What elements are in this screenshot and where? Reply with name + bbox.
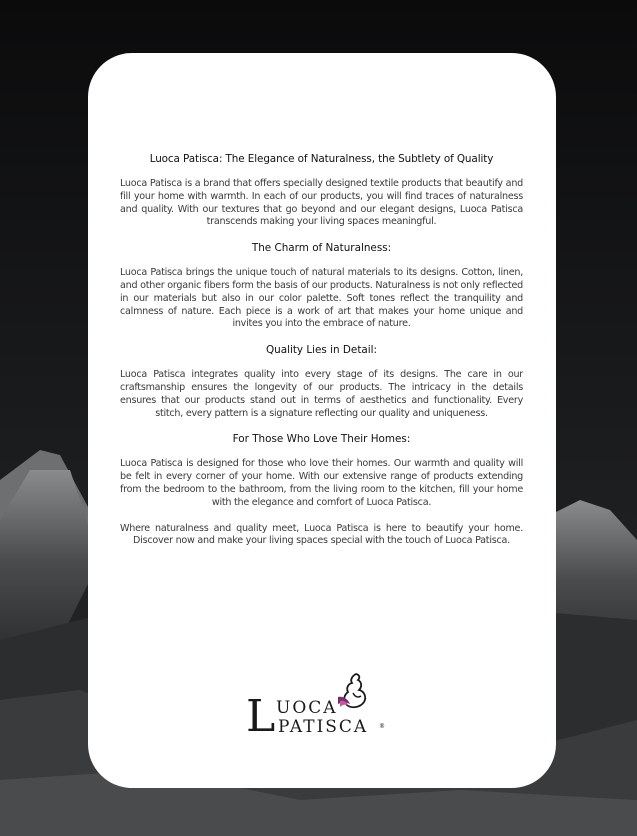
section-body: Luoca Patisca integrates quality into every stage of its designs. The care in our craftsmanship ensures the longevity of our products. The intricacy in the details ensures that our products stand out in terms of aesthetics and functionality. Every stitch, every pattern is a signature reflecting our quality and uniqueness. (120, 369, 523, 419)
logo-word-uoca: UOCA (276, 698, 338, 718)
section-heading: For Those Who Love Their Homes: (232, 433, 411, 446)
logo-word-patisca: PATISCA (278, 717, 369, 737)
section-body: Luoca Patisca is designed for those who love their homes. Our warmth and quality will be felt in every corner of your home. With our extensive range of products extending from the bedroom to the bathroom, from the living room to the kitchen, fill your home with the elegance and comfort of Luoca Patisca. (120, 458, 523, 508)
brand-logo (246, 671, 386, 761)
section-heading: Quality Lies in Detail: (265, 344, 378, 357)
closing-paragraph: Where naturalness and quality meet, Luoca Patisca is here to beautify your home. Discover now and make your living spaces special with the touch of Luoca Patisca. (120, 522, 523, 547)
logo-letter-l: L (246, 691, 276, 742)
bird-logo-icon (334, 671, 374, 715)
article (120, 153, 523, 548)
registered-mark: ® (379, 723, 385, 730)
section-body: Luoca Patisca brings the unique touch of natural materials to its designs. Cotton, linen, and other organic fibers form the basis of our products. Naturalness is not only reflected in our materials but also in our color palette. Soft tones reflect the tranquility and calmness of nature. Each piece is a work of art that makes your home unique and invites you into the embrace of nature. (120, 267, 523, 330)
section-heading: The Charm of Naturalness: (251, 242, 392, 255)
content-card (88, 53, 556, 788)
intro-paragraph: Luoca Patisca is a brand that offers specially designed textile products that beautify and fill your home with warmth. In each of our products, you will find traces of naturalness and quality. With our textures that go beyond and our elegant designs, Luoca Patisca transcends making your living spaces meaningful. (120, 178, 523, 228)
page-title: Luoca Patisca: The Elegance of Naturalness, the Subtlety of Quality (149, 153, 494, 165)
